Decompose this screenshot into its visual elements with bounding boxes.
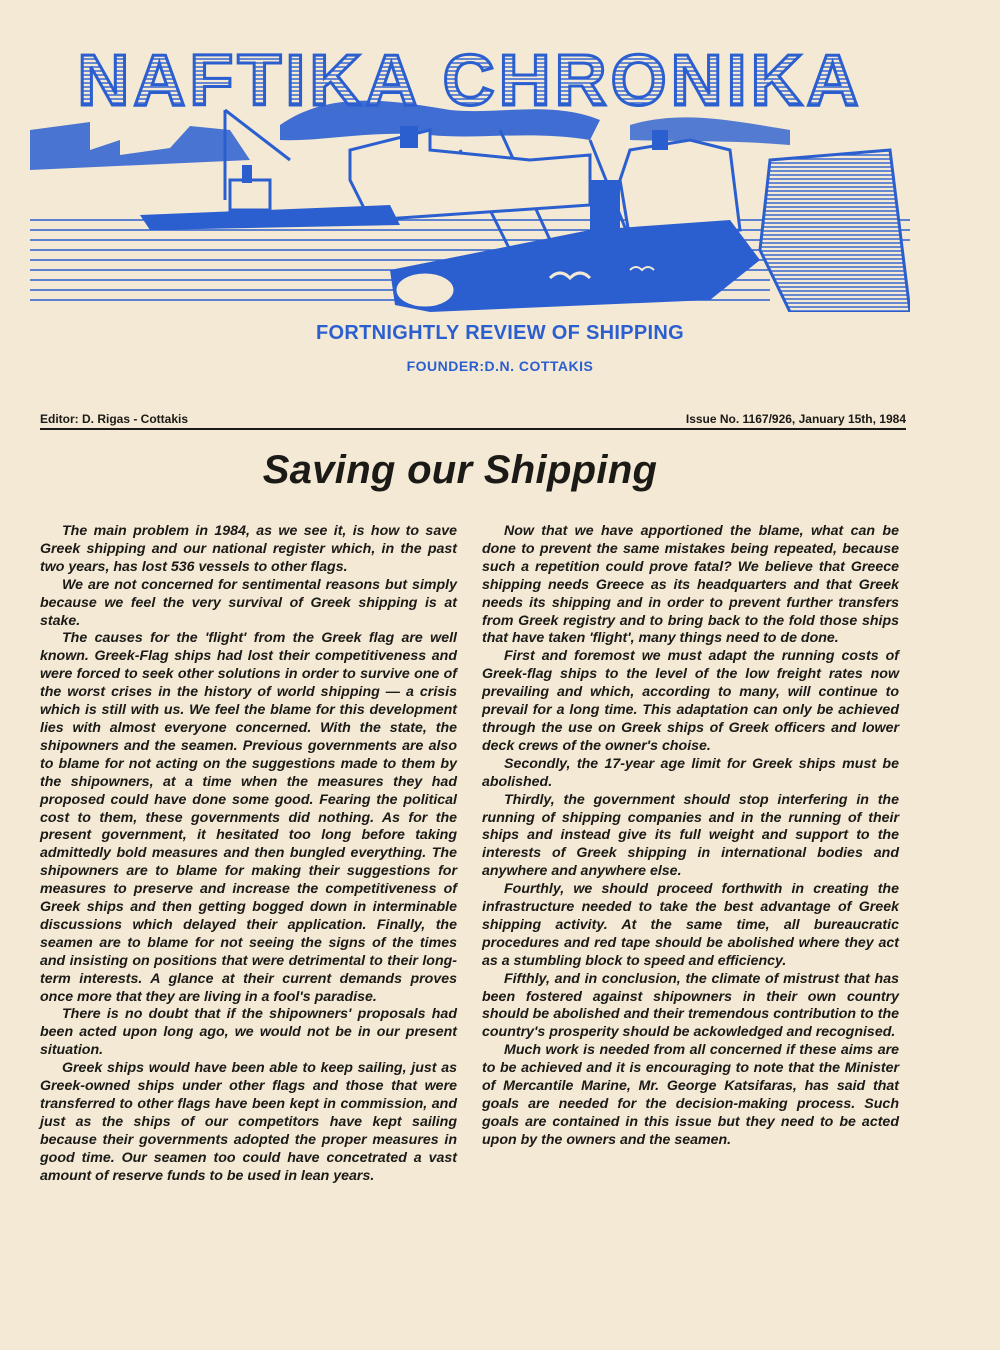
paragraph: Fifthly, and in conclusion, the climate of mistrust that has been fostered against shipowners in their own country should be abolished and their tremendous contribution to the country's prosperity should be ackowledged and recognised. bbox=[482, 970, 899, 1041]
ship-funnel bbox=[400, 126, 418, 148]
paragraph: Secondly, the 17-year age limit for Greek ships must be abolished. bbox=[482, 755, 899, 790]
founder-line: FOUNDER:D.N. COTTAKIS bbox=[406, 358, 594, 374]
masthead bbox=[30, 30, 910, 312]
editor-name: Editor: D. Rigas - Cottakis bbox=[40, 412, 189, 426]
paragraph: Fourthly, we should proceed forthwith in creating the infrastructure needed to take the best advantage of Greek shipping activity. At the same time, all bureaucratic procedures and red tape should be abolished where they act as a stumbling block to speed and efficiency. bbox=[482, 881, 899, 969]
left-column bbox=[40, 523, 457, 1186]
editor-issue-line bbox=[40, 412, 906, 430]
masthead-title: NAFTIKA CHRONIKA bbox=[77, 41, 863, 121]
paragraph: Greek ships would have been able to keep sailing, just as Greek-owned ships under other flags and those that were transferred to other flags have been kept in commission, and just as the ships of our competitors have kept sailing because their governments adopted the proper measures in good time. Our seamen too could have concetrated a vast amount of reserve funds to be used in lean years. bbox=[40, 1060, 457, 1184]
paragraph: There is no doubt that if the shipowners' proposals had been acted upon long ago, we would not be in our present situation. bbox=[40, 1006, 457, 1059]
issue-info: Issue No. 1167/926, January 15th, 1984 bbox=[685, 412, 906, 426]
right-column bbox=[482, 523, 899, 1150]
tugboat-cabin bbox=[230, 180, 270, 210]
paragraph: Now that we have apportioned the blame, what can be done to prevent the same mistakes being repeated, because such a repetition could prove fatal? We believe that Greece shipping needs Greece as its headquarters and that Greek needs its shipping and in order to prevent further transfers from Greek registry and to bring back to the fold those ships that have taken 'flight', many things need to de done. bbox=[482, 523, 899, 647]
masthead-illustration bbox=[30, 30, 910, 312]
paragraph: The main problem in 1984, as we see it, is how to save Greek shipping and our national register which, in the past two years, has lost 536 vessels to other flags. bbox=[40, 523, 457, 575]
publication-subtitle: FORTNIGHTLY REVIEW OF SHIPPING bbox=[316, 322, 684, 344]
paragraph: We are not concerned for sentimental reasons but simply because we feel the very survival of Greek shipping is at stake. bbox=[40, 576, 457, 629]
paragraph: First and foremost we must adapt the running costs of Greek-flag ships to the level of the low freight rates now prevailing and which, according to many, will continue to prevail for a long time. This adaptation can only be achieved through the use on Greek ships of Greek officers and lower deck crews of the owner's choise. bbox=[482, 648, 899, 754]
paragraph: Much work is needed from all concerned if these aims are to be achieved and it is encouraging to note that the Minister of Mercantile Marine, Mr. George Katsifaras, has said that goals are needed for the decision-making process. Such goals are contained in this issue but they need to be acted upon by the owners and the seamen. bbox=[482, 1042, 899, 1148]
paragraph: Thirdly, the government should stop interfering in the running of shipping companies and in the running of their ships and instead give its full weight and support to the interests of Greek shipping in international bodies and anywhere and anywhere else. bbox=[482, 791, 899, 880]
article-headline: Saving our Shipping bbox=[262, 448, 658, 492]
ship-bow bbox=[760, 150, 910, 312]
paragraph: The causes for the 'flight' from the Greek flag are well known. Greek-Flag ships had lost their competitiveness and were forced to seek other solutions in order to survive one of the worst crises in the history of world shipping — a crisis which is still with us. We feel the blame for this development lies with almost everyone concerned. With the state, the shipowners and the seamen. Previous governments are also to blame for not acting on the suggestions made to them by the shipowners, at a time when the measures they had proposed could have done some good. Fearing the political cost to them, these governments did nothing. As for the present government, it hesitated too long before taking admittedly bold measures and then bungled everything. The shipowners are to blame for making their suggestions for measures to preserve and increase the competitiveness of Greek ships and then getting bogged down in interminable discussions which delayed their application. Finally, the seamen are to blame for not seeing the signs of the times and insisting on positions that were detrimental to their long-term interests. A glance at their current demands proves once more that they are living in a fool's paradise. bbox=[40, 630, 457, 1005]
